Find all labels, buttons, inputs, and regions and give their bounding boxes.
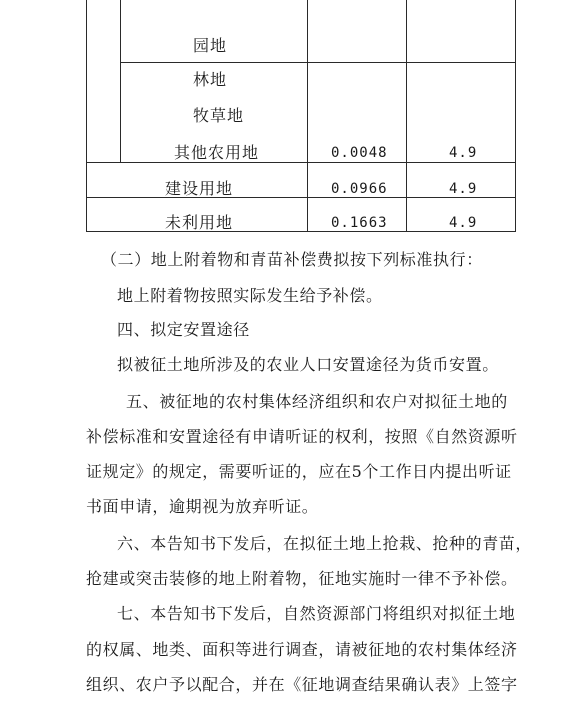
price-cell: 4.9 <box>449 215 478 231</box>
land-compensation-table <box>86 0 516 232</box>
paragraph-line: （二）地上附着物和青苗补偿费拟按下列标准执行： <box>101 250 483 269</box>
section-heading: 四、拟定安置途径 <box>117 320 250 339</box>
paragraph-line: 五、被征地的农村集体经济组织和农户对拟征土地的 <box>126 392 508 411</box>
paragraph-line: 证规定》的规定，需要听证的，应在5个工作日内提出听证 <box>86 462 512 481</box>
land-type-cell: 未利用地 <box>165 213 234 232</box>
land-type-cell: 园地 <box>193 36 228 55</box>
area-cell: 0.1663 <box>331 215 388 231</box>
land-type-cell: 牧草地 <box>193 106 245 125</box>
land-type-cell: 建设用地 <box>165 179 234 198</box>
paragraph-line: 书面申请，逾期视为放弃听证。 <box>86 497 319 516</box>
paragraph-line: 组织、农户予以配合，并在《征地调查结果确认表》上签字 <box>86 675 518 694</box>
table-border <box>120 62 516 63</box>
price-cell: 4.9 <box>449 145 478 161</box>
price-cell: 4.9 <box>449 181 478 197</box>
paragraph-line: 拟被征土地所涉及的农业人口安置途径为货币安置。 <box>117 355 499 374</box>
paragraph-line: 的权属、地类、面积等进行调查，请被征地的农村集体经济 <box>86 640 518 659</box>
paragraph-line: 地上附着物按照实际发生给予补偿。 <box>117 286 383 305</box>
paragraph-line: 抢建或突击装修的地上附着物，征地实施时一律不予补偿。 <box>86 569 518 588</box>
area-cell: 0.0966 <box>331 181 388 197</box>
land-type-cell: 其他农用地 <box>174 143 260 162</box>
table-border <box>120 0 121 162</box>
paragraph-line: 七、本告知书下发后，自然资源部门将组织对拟征土地 <box>117 604 516 623</box>
land-type-cell: 林地 <box>193 70 228 89</box>
paragraph-line: 补偿标准和安置途径有申请听证的权利，按照《自然资源听 <box>86 427 518 446</box>
paragraph-line: 六、本告知书下发后，在拟征土地上抢栽、抢种的青苗， <box>117 534 533 553</box>
area-cell: 0.0048 <box>331 145 388 161</box>
